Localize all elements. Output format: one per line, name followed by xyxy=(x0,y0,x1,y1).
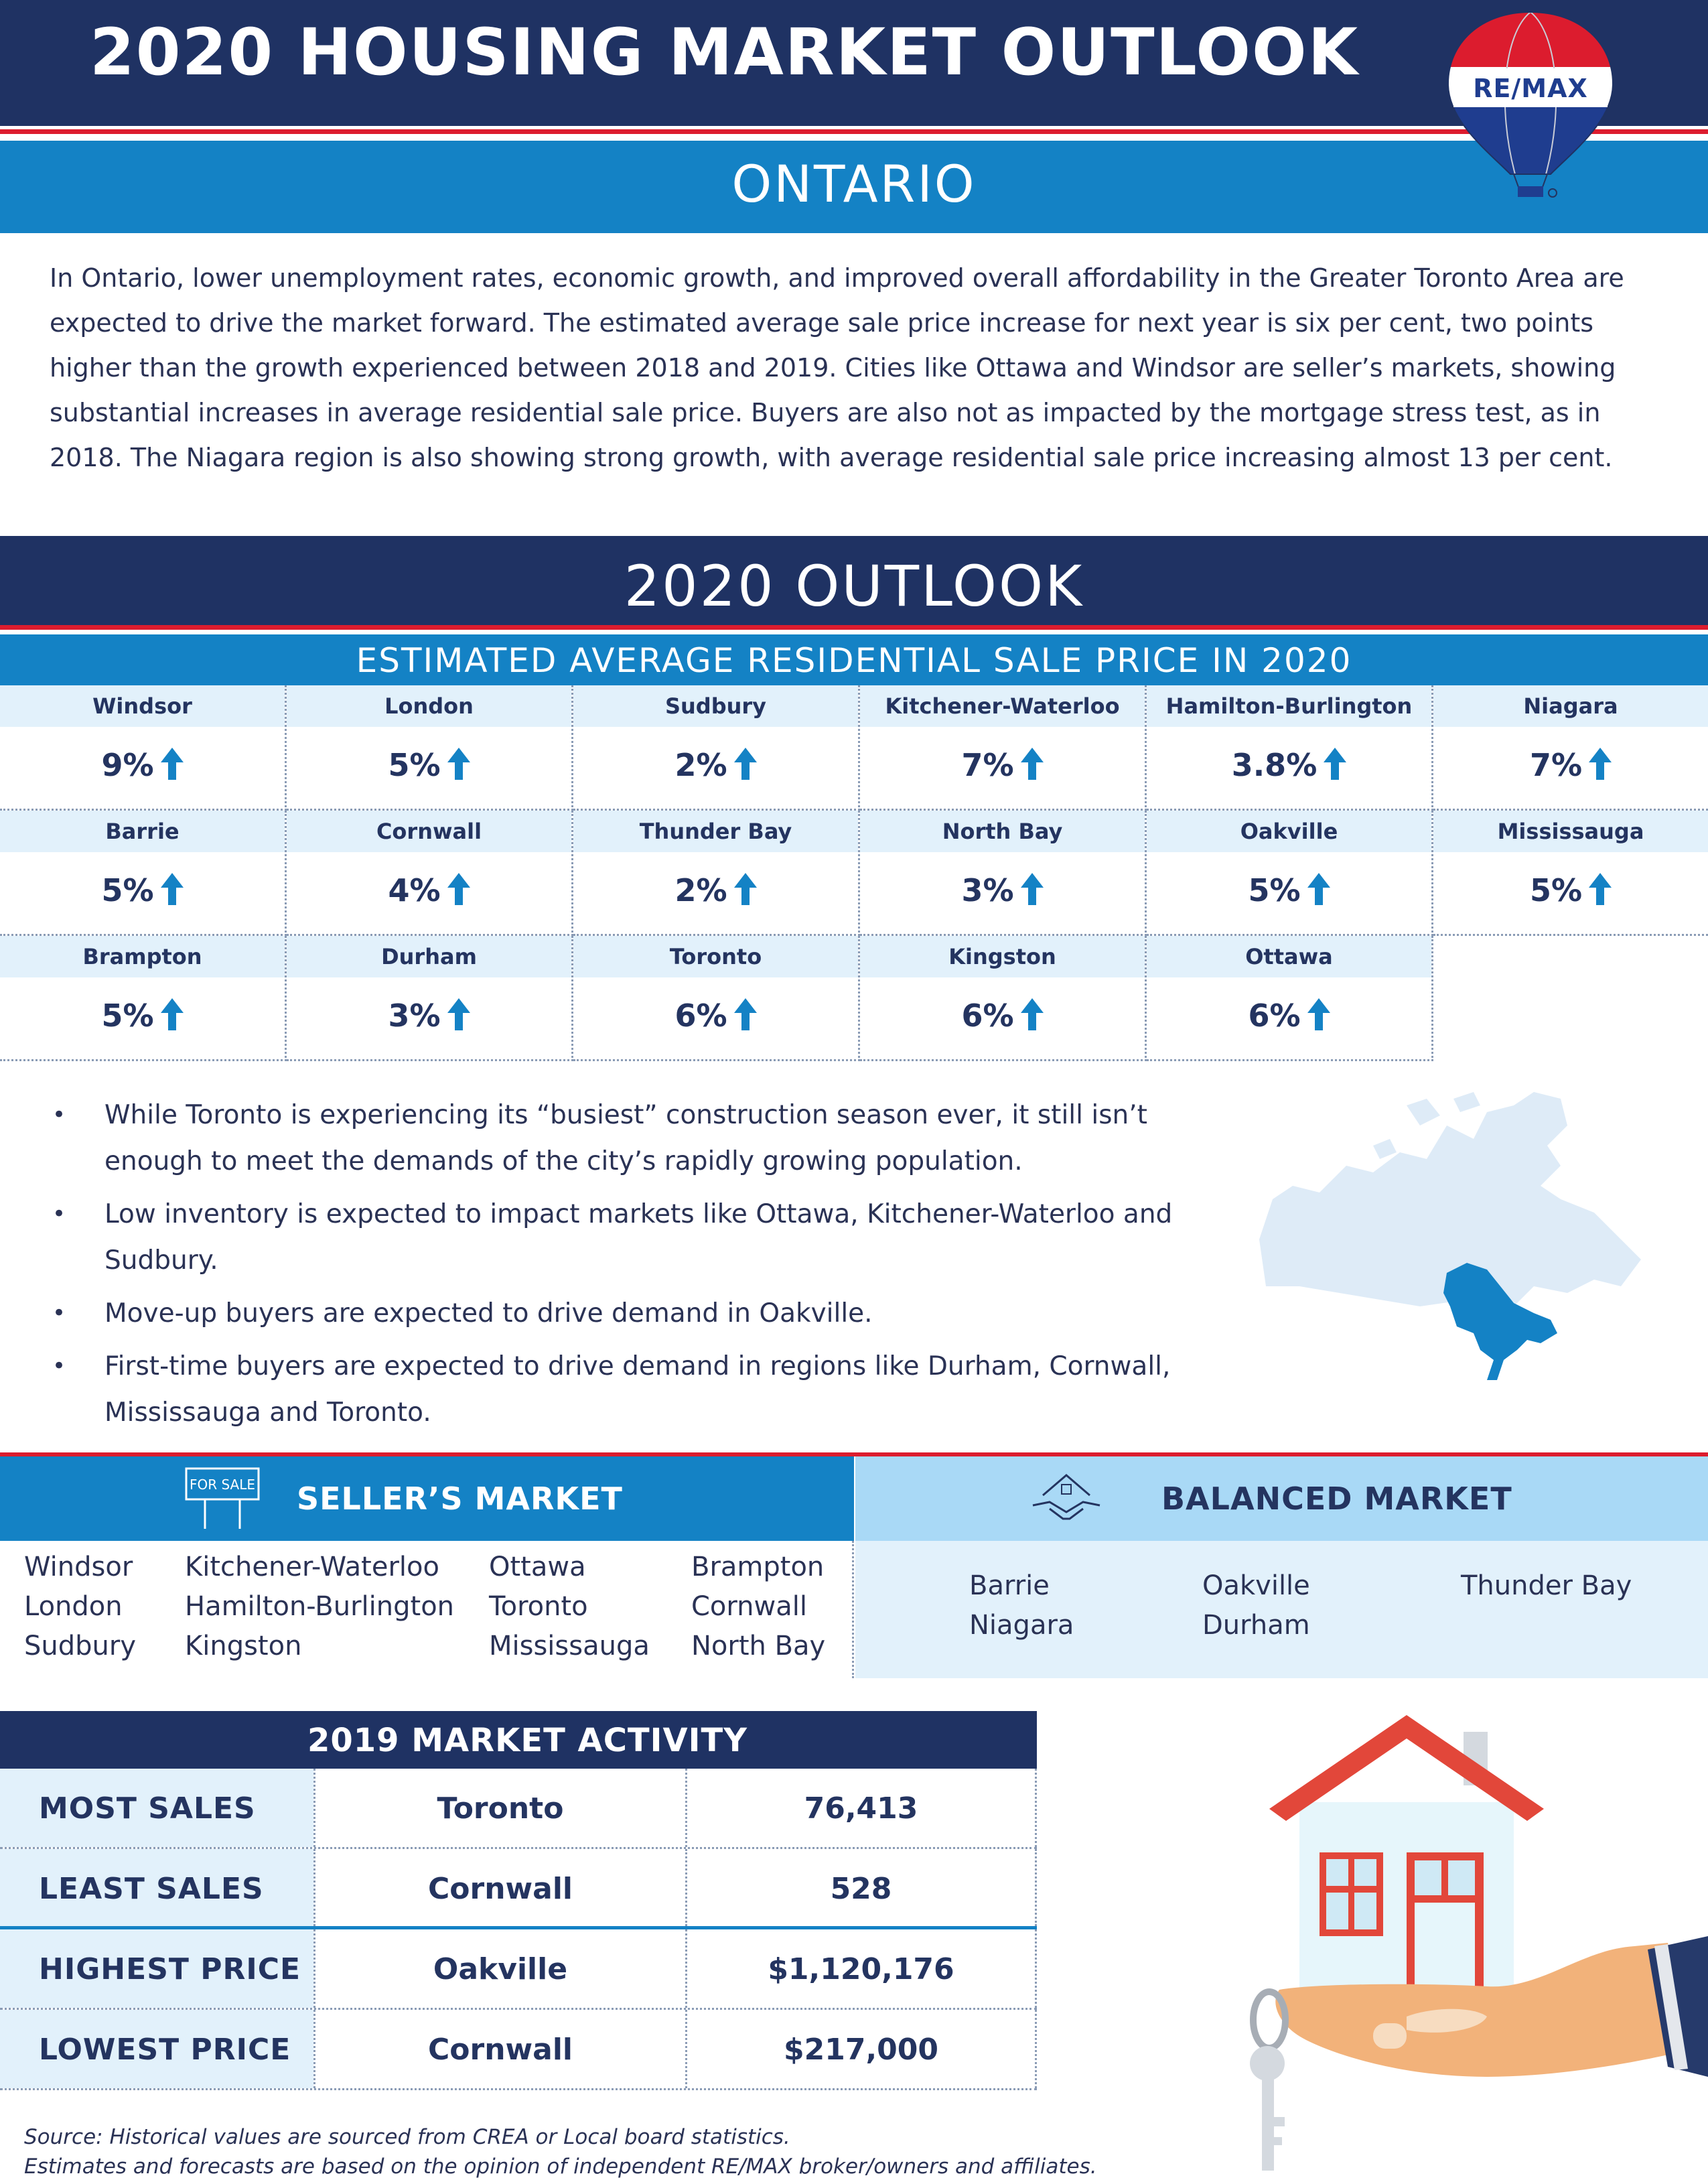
city-forecast xyxy=(287,872,571,908)
list-item: • Low inventory is expected to impact markets like Ottawa, Kitchener-Waterloo and Sudbury. xyxy=(52,1191,1204,1284)
row-city: Cornwall xyxy=(427,1872,573,1906)
balanced-market-header xyxy=(855,1456,1708,1541)
forecast-value: 4% xyxy=(388,872,441,908)
up-arrow-icon xyxy=(1589,873,1612,905)
balanced-market-list xyxy=(855,1541,1708,1678)
table-row xyxy=(0,1929,1037,2010)
city-name: London xyxy=(287,685,571,727)
market-city: London xyxy=(24,1591,123,1622)
city-forecast xyxy=(860,747,1145,783)
city-name: Thunder Bay xyxy=(573,811,858,852)
market-city: Ottawa xyxy=(489,1552,586,1582)
city-cell xyxy=(1147,811,1433,936)
city-forecast xyxy=(0,872,285,908)
row-label: LEAST SALES xyxy=(39,1872,264,1906)
forecast-value: 3% xyxy=(388,998,441,1034)
sellers-market-title: SELLER’S MARKET xyxy=(297,1481,623,1517)
sellers-market-list xyxy=(0,1541,854,1678)
row-value: 528 xyxy=(830,1872,892,1906)
city-forecast xyxy=(287,747,571,783)
city-cell xyxy=(860,936,1147,1061)
up-arrow-icon xyxy=(447,998,470,1030)
list-item: • While Toronto is experiencing its “busiest” construction season ever, it still isn’t enough to meet the demands of the city’s rapidly growing population. xyxy=(52,1092,1204,1184)
city-cell xyxy=(860,685,1147,811)
city-name: Oakville xyxy=(1147,811,1431,852)
up-arrow-icon xyxy=(161,873,184,905)
forecast-value: 6% xyxy=(674,998,727,1034)
price-forecast-grid xyxy=(0,685,1708,1061)
market-column xyxy=(969,1566,1074,1645)
city-cell xyxy=(860,811,1147,936)
table-row xyxy=(0,2010,1037,2090)
forecast-value: 2% xyxy=(674,747,727,783)
city-cell xyxy=(1147,685,1433,811)
estimate-title: ESTIMATED AVERAGE RESIDENTIAL SALE PRICE IN 2020 xyxy=(356,641,1352,680)
city-forecast xyxy=(1147,747,1431,783)
market-city: Niagara xyxy=(969,1610,1074,1641)
market-column xyxy=(1202,1566,1310,1645)
market-city: Cornwall xyxy=(691,1591,807,1622)
city-cell xyxy=(573,936,860,1061)
intro-paragraph: In Ontario, lower unemployment rates, economic growth, and improved overall affordability in the Greater Toronto Area are expected to drive the market forward. The estimated average sale price increase for next year is six per cent, two points higher than the growth experienced between 2018 and 2019. Cities like Ottawa and Windsor are seller’s markets, showing substantial increases in average residential sale price. Buyers are also not as impacted by the mortgage stress test, as in 2018. The Niagara region is also showing strong growth, with average residential sale price increasing almost 13 per cent. xyxy=(50,263,1624,472)
city-cell xyxy=(0,936,287,1061)
forecast-value: 7% xyxy=(961,747,1014,783)
source-footnote xyxy=(24,2122,1097,2181)
city-forecast xyxy=(573,998,858,1034)
city-name: Barrie xyxy=(0,811,285,852)
city-name: Brampton xyxy=(0,936,285,977)
market-city: Oakville xyxy=(1202,1570,1310,1601)
up-arrow-icon xyxy=(447,748,470,780)
city-name: Cornwall xyxy=(287,811,571,852)
forecast-value: 9% xyxy=(101,747,154,783)
forecast-value: 3.8% xyxy=(1231,747,1318,783)
outlook-header xyxy=(0,536,1708,630)
city-cell xyxy=(0,685,287,811)
for-sale-sign-text: FOR SALE xyxy=(189,1477,256,1493)
table-row xyxy=(0,1849,1037,1929)
forecast-value: 5% xyxy=(101,872,154,908)
table-row xyxy=(0,1769,1037,1849)
up-arrow-icon xyxy=(734,998,757,1030)
handshake-house-icon xyxy=(1029,1469,1103,1529)
up-arrow-icon xyxy=(1307,873,1330,905)
city-cell xyxy=(1147,936,1433,1061)
market-city: North Bay xyxy=(691,1631,826,1661)
up-arrow-icon xyxy=(1021,873,1044,905)
forecast-value: 5% xyxy=(1529,872,1583,908)
city-forecast xyxy=(1147,998,1431,1034)
forecast-value: 6% xyxy=(961,998,1014,1034)
market-city: Mississauga xyxy=(489,1631,650,1661)
market-city: Sudbury xyxy=(24,1631,136,1661)
city-forecast xyxy=(0,998,285,1034)
market-city: Toronto xyxy=(489,1591,588,1622)
city-cell xyxy=(573,685,860,811)
market-column xyxy=(24,1548,136,1666)
outlook-title: 2020 OUTLOOK xyxy=(624,553,1084,619)
market-city: Barrie xyxy=(969,1570,1050,1601)
city-cell xyxy=(573,811,860,936)
row-value: 76,413 xyxy=(804,1791,918,1826)
city-forecast xyxy=(860,872,1145,908)
key-points-list xyxy=(52,1092,1204,1442)
up-arrow-icon xyxy=(734,873,757,905)
city-name: Niagara xyxy=(1433,685,1708,727)
page-title: 2020 HOUSING MARKET OUTLOOK xyxy=(90,15,1359,90)
market-city: Kitchener-Waterloo xyxy=(185,1552,439,1582)
remax-balloon-logo xyxy=(1440,7,1621,201)
up-arrow-icon xyxy=(1324,748,1346,780)
city-name: Toronto xyxy=(573,936,858,977)
market-city: Hamilton-Burlington xyxy=(185,1591,455,1622)
up-arrow-icon xyxy=(1307,998,1330,1030)
market-column xyxy=(185,1548,454,1666)
city-cell xyxy=(1433,685,1708,811)
up-arrow-icon xyxy=(734,748,757,780)
city-cell xyxy=(1433,811,1708,936)
city-forecast xyxy=(287,998,571,1034)
source-line: Estimates and forecasts are based on the opinion of independent RE/MAX broker/owners and affiliates. xyxy=(24,2155,1097,2179)
city-name: Windsor xyxy=(0,685,285,727)
market-column xyxy=(1461,1566,1632,1606)
remax-logo-text: RE/MAX xyxy=(1473,74,1588,103)
market-city: Kingston xyxy=(185,1631,302,1661)
city-name: Durham xyxy=(287,936,571,977)
market-column xyxy=(489,1548,650,1666)
city-name: Sudbury xyxy=(573,685,858,727)
forecast-value: 7% xyxy=(1529,747,1583,783)
list-item: • First-time buyers are expected to drive demand in regions like Durham, Cornwall, Mississauga and Toronto. xyxy=(52,1343,1204,1436)
row-label: HIGHEST PRICE xyxy=(39,1952,301,1986)
city-name: Kingston xyxy=(860,936,1145,977)
region-title: ONTARIO xyxy=(731,154,977,214)
city-cell xyxy=(287,936,573,1061)
market-city: Thunder Bay xyxy=(1461,1570,1632,1601)
activity-title: 2019 MARKET ACTIVITY xyxy=(307,1722,748,1759)
up-arrow-icon xyxy=(1589,748,1612,780)
canada-map-icon xyxy=(1246,1085,1648,1434)
up-arrow-icon xyxy=(447,873,470,905)
forecast-value: 3% xyxy=(961,872,1014,908)
city-forecast xyxy=(1433,747,1708,783)
forecast-value: 2% xyxy=(674,872,727,908)
sellers-market-header xyxy=(0,1456,854,1541)
city-cell xyxy=(287,685,573,811)
city-cell xyxy=(0,811,287,936)
list-item: • Move-up buyers are expected to drive demand in Oakville. xyxy=(52,1290,1204,1337)
row-city: Cornwall xyxy=(427,2033,573,2067)
up-arrow-icon xyxy=(161,748,184,780)
for-sale-sign-icon xyxy=(182,1464,263,1531)
house-in-hand-illustration xyxy=(1206,1702,1708,2182)
up-arrow-icon xyxy=(161,998,184,1030)
activity-header xyxy=(0,1711,1037,1769)
city-cell xyxy=(287,811,573,936)
city-name: Kitchener-Waterloo xyxy=(860,685,1145,727)
forecast-value: 6% xyxy=(1248,998,1301,1034)
city-name: North Bay xyxy=(860,811,1145,852)
row-label: MOST SALES xyxy=(39,1791,256,1826)
city-forecast xyxy=(0,747,285,783)
city-forecast xyxy=(1147,872,1431,908)
city-forecast xyxy=(573,747,858,783)
market-city: Brampton xyxy=(691,1552,825,1582)
balanced-market-title: BALANCED MARKET xyxy=(1161,1481,1512,1517)
row-city: Toronto xyxy=(437,1791,564,1826)
market-city: Windsor xyxy=(24,1552,133,1582)
city-name: Mississauga xyxy=(1433,811,1708,852)
row-label: LOWEST PRICE xyxy=(39,2033,291,2067)
forecast-value: 5% xyxy=(101,998,154,1034)
city-forecast xyxy=(1433,872,1708,908)
up-arrow-icon xyxy=(1021,998,1044,1030)
city-forecast xyxy=(573,872,858,908)
city-name: Hamilton-Burlington xyxy=(1147,685,1431,727)
estimate-header xyxy=(0,634,1708,685)
source-line: Source: Historical values are sourced from CREA or Local board statistics. xyxy=(24,2125,790,2149)
row-city: Oakville xyxy=(433,1952,568,1986)
up-arrow-icon xyxy=(1021,748,1044,780)
market-city: Durham xyxy=(1202,1610,1310,1641)
city-forecast xyxy=(860,998,1145,1034)
row-value: $1,120,176 xyxy=(768,1952,954,1986)
market-column xyxy=(691,1548,825,1666)
forecast-value: 5% xyxy=(388,747,441,783)
forecast-value: 5% xyxy=(1248,872,1301,908)
city-name: Ottawa xyxy=(1147,936,1431,977)
row-value: $217,000 xyxy=(783,2033,939,2067)
